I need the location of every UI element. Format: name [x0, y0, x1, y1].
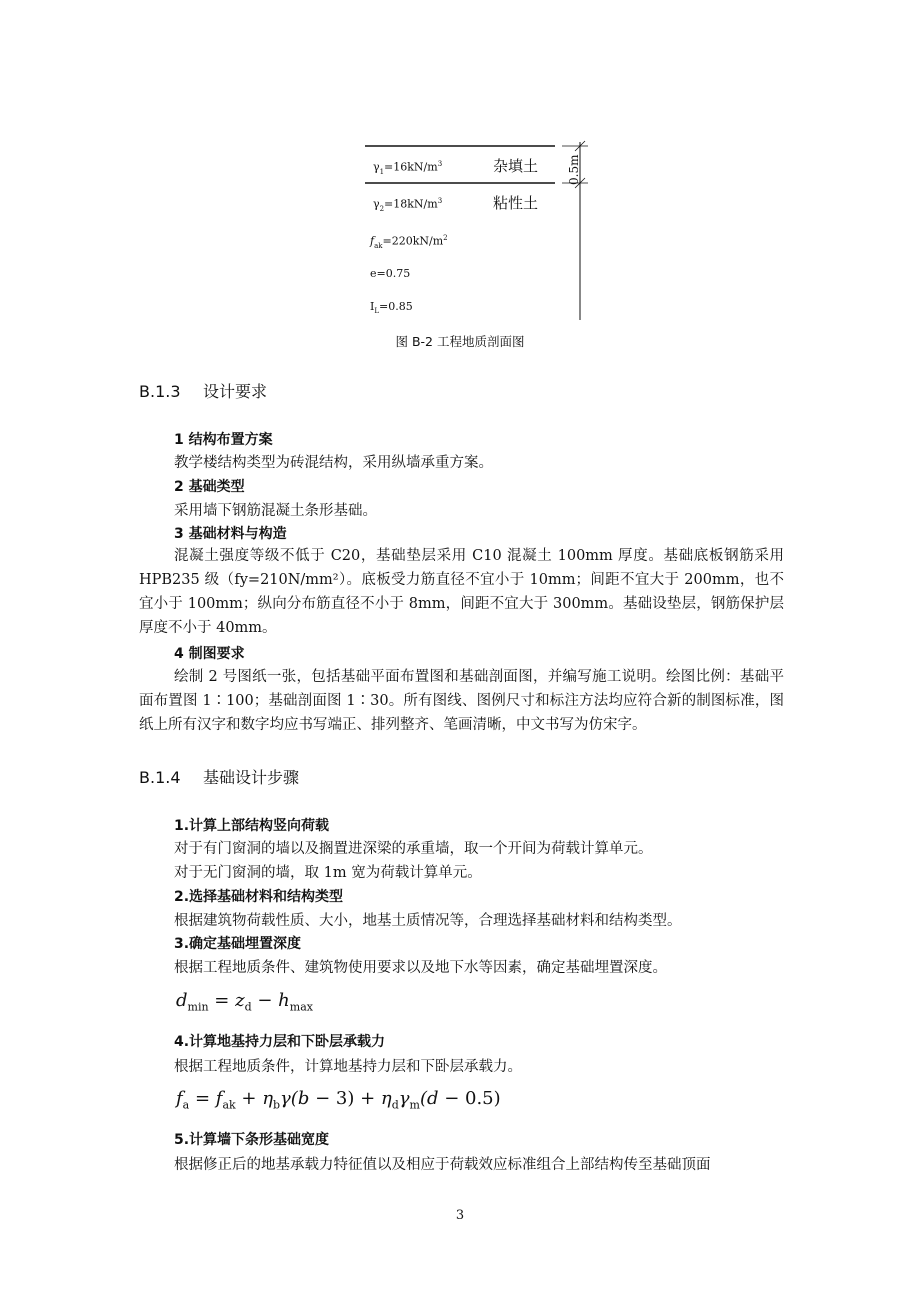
- layer2-gamma: $\gamma_2=18kN/m^3$: [373, 197, 443, 213]
- layer2-liquidity-index: $I_L=0.85$: [370, 300, 413, 316]
- dimension-label: 0.5m: [567, 154, 581, 185]
- page-number: 3: [455, 1208, 465, 1223]
- paragraph-step2: 根据建筑物荷载性质、大小，地基土质情况等，合理选择基础材料和结构类型。: [174, 913, 682, 929]
- layer1-gamma: $\gamma_1=16kN/m^3$: [373, 160, 443, 176]
- geological-profile-figure: [360, 140, 600, 325]
- paragraph-step3: 根据工程地质条件、建筑物使用要求以及地下水等因素，确定基础埋置深度。: [174, 960, 667, 976]
- subheading-step3: 3.确定基础埋置深度: [174, 936, 302, 952]
- subheading-structure-layout: 1 结构布置方案: [174, 432, 273, 448]
- paragraph-step1b: 对于无门窗洞的墙，取 1m 宽为荷载计算单元。: [174, 865, 482, 881]
- formula-min-depth: $d_{min} = z_d - h_{max}$: [176, 990, 313, 1014]
- subheading-step1: 1.计算上部结构竖向荷载: [174, 818, 330, 834]
- formula-bearing-capacity: $f_a = f_{ak} + \eta_b\gamma(b - 3) + \eta_d\gamma_m(d - 0.5)$: [176, 1088, 501, 1112]
- layer2-soil-name: 粘性土: [493, 194, 539, 212]
- subheading-foundation-type: 2 基础类型: [174, 479, 245, 495]
- subheading-step5: 5.计算墙下条形基础宽度: [174, 1132, 330, 1148]
- section-heading-b14: B.1.4 基础设计步骤: [139, 768, 300, 787]
- layer1-soil-name: 杂填土: [493, 157, 539, 175]
- paragraph-materials: 混凝土强度等级不低于 C20，基础垫层采用 C10 混凝土 100mm 厚度。基础底板钢筋采用 HPB235 级（fy=210N/mm²）。底板受力筋直径不宜小于 10mm；间距不宜大于 200mm，也不宜小于 100mm；纵向分布筋直径不小于 8mm，间距不宜大于 300mm。基础设垫层，钢筋保护层厚度不小于 40mm。: [139, 548, 784, 636]
- paragraph-step4: 根据工程地质条件，计算地基持力层和下卧层承载力。: [174, 1059, 522, 1075]
- paragraph-foundation-type: 采用墙下钢筋混凝土条形基础。: [174, 503, 377, 519]
- subheading-step2: 2.选择基础材料和结构类型: [174, 889, 344, 905]
- paragraph-drawing: 绘制 2 号图纸一张，包括基础平面布置图和基础剖面图，并编写施工说明。绘图比例：基础平面布置图 1∶100；基础剖面图 1∶30。所有图线、图例尺寸和标注方法均应符合新的制图标准，图纸上所有汉字和数字均应书写端正、排列整齐、笔画清晰，中文书写为仿宋字。: [139, 669, 784, 733]
- layer2-void-ratio: e=0.75: [370, 267, 411, 280]
- paragraph-step1a: 对于有门窗洞的墙以及搁置进深梁的承重墙，取一个开间为荷载计算单元。: [174, 841, 653, 857]
- section-heading-b13: B.1.3 设计要求: [139, 382, 268, 401]
- paragraph-step5: 根据修正后的地基承载力特征值以及相应于荷载效应标准组合上部结构传至基础顶面: [174, 1157, 711, 1173]
- layer2-fak: $f_{ak}=220kN/m^2$: [370, 234, 448, 250]
- subheading-step4: 4.计算地基持力层和下卧层承载力: [174, 1034, 386, 1050]
- paragraph-structure-layout: 教学楼结构类型为砖混结构，采用纵墙承重方案。: [174, 455, 493, 471]
- subheading-drawing: 4 制图要求: [174, 646, 245, 662]
- figure-caption: 图 B-2 工程地质剖面图: [395, 334, 525, 349]
- subheading-materials: 3 基础材料与构造: [174, 526, 287, 542]
